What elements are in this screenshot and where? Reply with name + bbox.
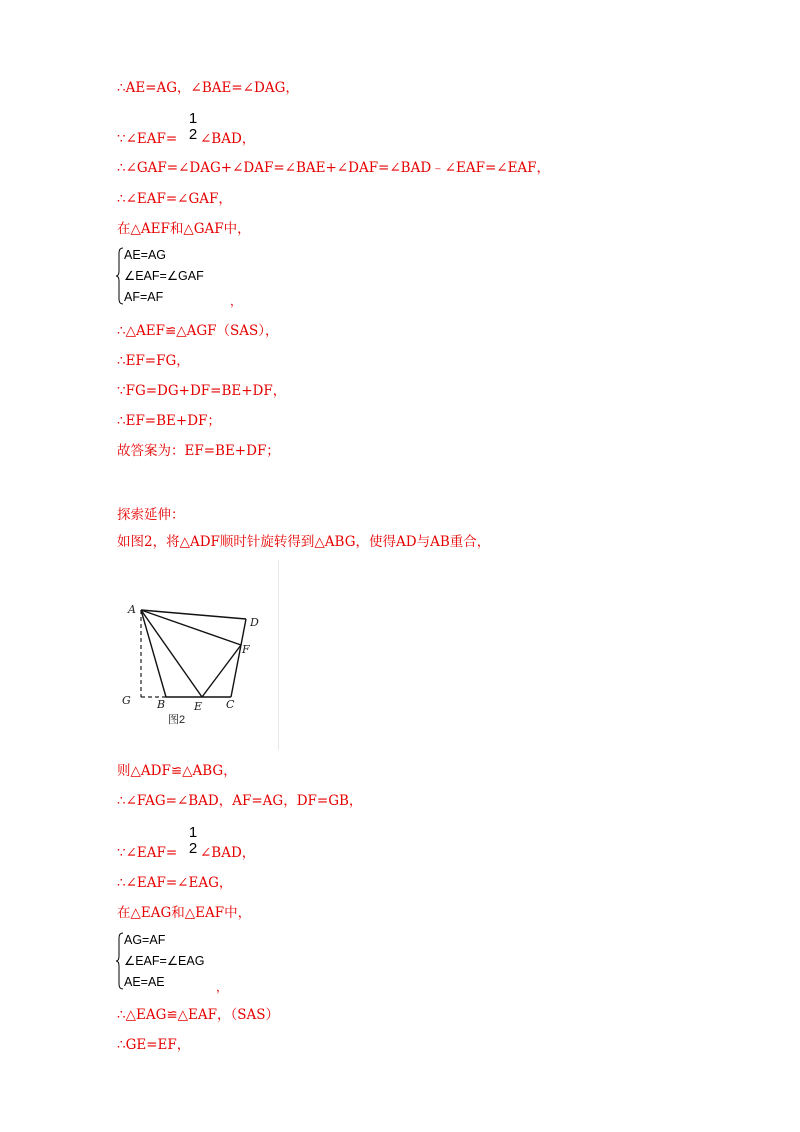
equation-system-2 (116, 932, 236, 992)
text-line-17: ∴△EAG≌△EAF，（SAS） (117, 1007, 280, 1023)
label-G: G (122, 694, 131, 707)
segment-EF (202, 645, 241, 697)
text-line-15: ∴∠EAF=∠EAG， (117, 875, 233, 891)
label-B: B (157, 698, 166, 711)
system1-row-1: AE=AG (124, 248, 167, 262)
fraction-half-1 (186, 111, 200, 143)
text-line-12: 则△ADF≌△ABG， (117, 763, 237, 779)
label-F: F (242, 643, 250, 656)
fraction-denominator: 2 (188, 126, 198, 143)
text-line-14b: ∠BAD， (200, 845, 256, 861)
equation-system-1 (116, 247, 243, 308)
label-A: A (128, 603, 136, 616)
fraction-numerator: 1 (188, 824, 198, 841)
system2-tail: ， (216, 980, 229, 994)
system2-row-3: AE=AE (124, 975, 165, 989)
fraction-numerator: 1 (188, 110, 198, 127)
text-line-13: ∴∠FAG=∠BAD，AF=AG，DF=GB， (117, 793, 363, 809)
left-brace-icon (116, 932, 124, 990)
system1-row-3: AF=AF (124, 290, 164, 304)
fraction-denominator: 2 (188, 840, 198, 857)
text-line-2b: ∠BAD， (200, 131, 256, 147)
segment-AF (141, 610, 241, 645)
text-line-1: ∴AE=AG，∠BAE=∠DAG， (117, 80, 299, 96)
system2-row-1: AG=AF (124, 933, 166, 947)
system2-row-2: ∠EAF=∠EAG (124, 954, 205, 968)
text-line-14a: ∵∠EAF= (117, 845, 178, 861)
text-line-16: 在△EAG和△EAF中， (117, 905, 252, 921)
segment-DC (231, 619, 246, 697)
segment-AD (141, 610, 246, 619)
section-heading: 探索延伸： (117, 507, 185, 523)
system1-row-2: ∠EAF=∠GAF (124, 269, 204, 283)
geometry-diagram (108, 560, 278, 750)
segment-AE (141, 610, 202, 697)
text-line-10: 故答案为：EF=BE+DF； (117, 443, 280, 459)
label-E: E (194, 700, 203, 713)
label-C: C (226, 698, 235, 711)
figure-2 (108, 560, 280, 750)
figure-border (278, 560, 279, 750)
text-line-5: 在△AEF和△GAF中， (117, 221, 251, 237)
text-line-8: ∵FG=DG+DF=BE+DF， (117, 383, 287, 399)
segment-AB (141, 610, 166, 697)
text-line-4: ∴∠EAF=∠GAF， (117, 191, 232, 207)
text-line-3: ∴∠GAF=∠DAG+∠DAF=∠BAE+∠DAF=∠BAD﹣∠EAF=∠EAF， (117, 160, 551, 176)
text-line-6: ∴△AEF≌△AGF（SAS）， (117, 323, 279, 339)
label-D: D (250, 616, 259, 629)
text-line-18: ∴GE=EF， (117, 1037, 191, 1053)
system1-tail: ， (230, 294, 243, 308)
text-line-9: ∴EF=BE+DF； (117, 413, 221, 429)
text-line-11: 如图2，将△ADF顺时针旋转得到△ABG，使得AD与AB重合， (117, 534, 491, 550)
text-line-2a: ∵∠EAF= (117, 131, 178, 147)
fraction-half-2 (186, 825, 200, 857)
figure-caption: 图2 (168, 714, 186, 726)
left-brace-icon (116, 247, 124, 305)
text-line-7: ∴EF=FG， (117, 353, 190, 369)
